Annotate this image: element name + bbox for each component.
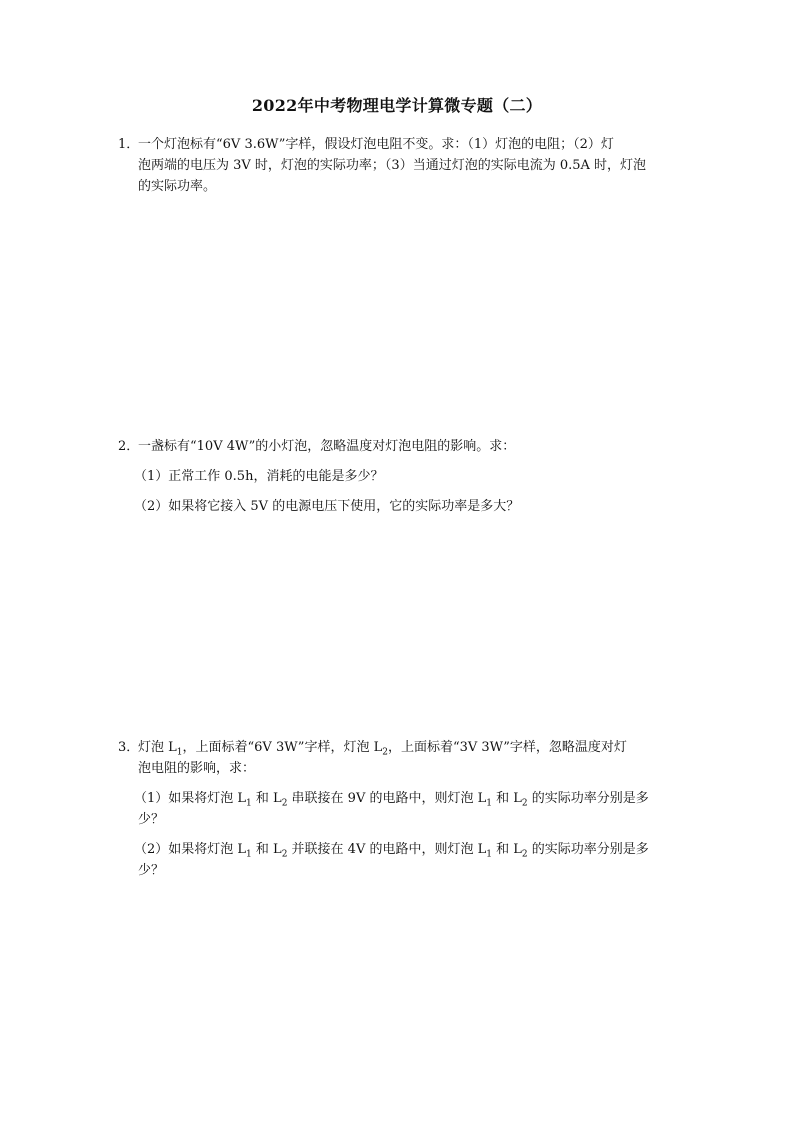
- question-1-line-3: 的实际功率。: [138, 179, 217, 194]
- question-3-number: 3．: [118, 740, 140, 755]
- question-2-sub-1: （1）正常工作 0.5h，消耗的电能是多少？: [134, 469, 384, 484]
- question-2-number: 2．: [118, 439, 140, 454]
- question-3-sub-2-s4: 2: [521, 849, 528, 860]
- question-3-stem-b: ，上面标着“6V 3W”字样，灯泡 L: [182, 740, 383, 755]
- question-3-sub-1-b: 和 L: [251, 791, 282, 806]
- question-3-sub-2-d: 和 L: [491, 842, 522, 857]
- question-3-sub-1-e: 的实际功率分别是多: [527, 791, 649, 806]
- question-3-stem-line-1: [118, 737, 678, 758]
- question-3-sub-1-a: （1）如果将灯泡 L: [134, 791, 247, 806]
- question-3-sub-1-continued: 少？: [138, 812, 165, 827]
- question-3-sub-1-s3: 1: [486, 798, 492, 809]
- question-3-sub-1-c: 串联接在 9V 的电路中，则灯泡 L: [287, 791, 487, 806]
- question-1: [118, 134, 678, 197]
- question-3: [118, 737, 678, 881]
- question-3-stem-sub-1: 1: [176, 747, 183, 758]
- question-3-stem-c: ，上面标着“3V 3W”字样，忽略温度对灯: [387, 740, 627, 755]
- question-3-stem-sub-2: 2: [382, 747, 388, 758]
- question-1-number: 1．: [118, 137, 140, 152]
- question-3-sub-1-d: 和 L: [491, 791, 522, 806]
- question-3-sub-2: [118, 839, 678, 860]
- question-3-sub-2-e: 的实际功率分别是多: [527, 842, 649, 857]
- question-3-sub-2-b: 和 L: [251, 842, 282, 857]
- question-3-sub-2-c: 并联接在 4V 的电路中，则灯泡 L: [287, 842, 487, 857]
- question-1-text-1: 一个灯泡标有“6V 3.6W”字样，假设灯泡电阻不变。求：（1）灯泡的电阻；（2）灯: [138, 137, 614, 152]
- question-3-sub-1-s4: 2: [521, 798, 528, 809]
- question-2-stem-text: 一盏标有“10V 4W”的小灯泡，忽略温度对灯泡电阻的影响。求：: [138, 439, 516, 454]
- question-1-line-2: 泡两端的电压为 3V 时，灯泡的实际功率；（3）当通过灯泡的实际电流为 0.5A 时，灯泡: [138, 158, 647, 173]
- question-2-stem: [118, 436, 678, 457]
- question-3-sub-2-a: （2）如果将灯泡 L: [134, 842, 247, 857]
- question-3-stem-a: 灯泡 L: [138, 740, 177, 755]
- question-1-line-1: [118, 134, 678, 155]
- question-3-sub-1-s2: 2: [281, 798, 288, 809]
- question-2-sub-2: （2）如果将它接入 5V 的电源电压下使用，它的实际功率是多大？: [134, 499, 520, 514]
- question-3-stem-line-2: 泡电阻的影响，求：: [138, 761, 256, 776]
- question-2: [118, 436, 678, 517]
- question-3-sub-2-s2: 2: [281, 849, 288, 860]
- question-3-sub-2-continued: 少？: [138, 863, 165, 878]
- question-3-sub-1-s1: 1: [246, 798, 252, 809]
- question-3-sub-2-s3: 1: [486, 849, 492, 860]
- question-3-sub-2-s1: 1: [246, 849, 252, 860]
- question-3-sub-1: [118, 788, 678, 809]
- page-title: 2022年中考物理电学计算微专题（二）: [251, 96, 543, 115]
